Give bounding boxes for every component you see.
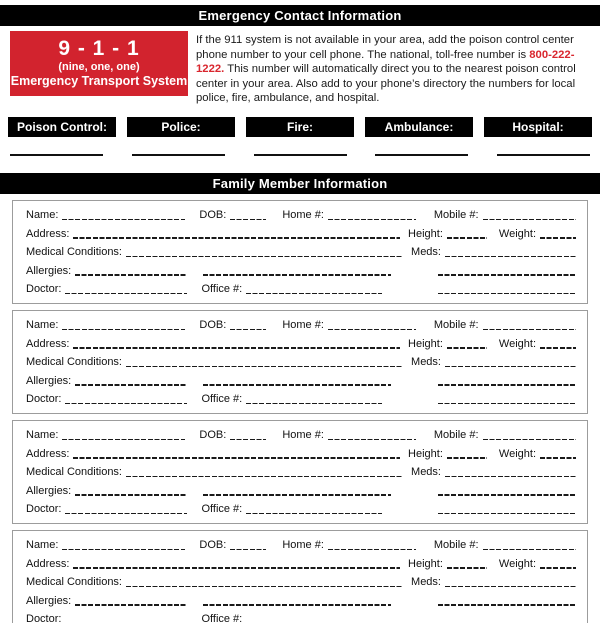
home-phone-label: Home #: [282, 319, 324, 332]
member-row-medical [26, 241, 576, 260]
weight-blank-line [540, 457, 576, 459]
poison-control-blank-line [10, 154, 103, 156]
name-blank-line [62, 329, 185, 331]
mobile-phone-label: Mobile #: [433, 429, 479, 442]
home-phone-label: Home #: [282, 429, 324, 442]
home-phone-label: Home #: [282, 209, 324, 222]
height-blank-line [447, 457, 487, 459]
meds-label: Meds: [411, 466, 441, 479]
mobile-phone-blank-line [483, 549, 576, 551]
allergies-blank-line [75, 604, 187, 606]
address-blank-line [73, 457, 400, 459]
allergies-blank-line [75, 384, 187, 386]
height-label: Height: [408, 227, 443, 240]
office-phone-label: Office #: [201, 503, 243, 516]
member-row-address [26, 442, 576, 461]
meds-blank-line-2 [438, 494, 576, 496]
family-section-bar [0, 173, 600, 194]
member-row-allergies [26, 589, 576, 608]
member-row-medical [26, 461, 576, 480]
medical-conditions-blank-line [126, 256, 403, 258]
meds-blank-line [445, 366, 576, 368]
dob-blank-line [230, 439, 266, 441]
family-members-list [0, 200, 600, 623]
dob-blank-line [230, 549, 266, 551]
member-row-name [26, 204, 576, 223]
member-row-allergies [26, 479, 576, 498]
height-blank-line [447, 237, 487, 239]
doctor-label: Doctor: [26, 393, 62, 406]
name-blank-line [62, 219, 185, 221]
medical-conditions-label: Medical Conditions: [26, 576, 122, 589]
meds-label: Meds: [411, 576, 441, 589]
member-row-name [26, 424, 576, 443]
meds-label: Meds: [411, 246, 441, 259]
paragraph-text-after: This number will automatically direct you to the nearest poison control center in your area. Also add to your phone’s directory the numbers for local police, fire, ambulance, and hospital. [196, 63, 576, 105]
poison-control-phone-number: 800-222-1222. [196, 48, 575, 76]
medical-conditions-blank-line [126, 476, 403, 478]
office-phone-blank-line [246, 513, 382, 515]
allergies-blank-line-2 [203, 604, 391, 606]
fire-blank-line [254, 154, 347, 156]
weight-blank-line [540, 237, 576, 239]
weight-blank-line [540, 567, 576, 569]
ambulance-blank-line [375, 154, 468, 156]
home-phone-blank-line [328, 439, 416, 441]
mobile-phone-label: Mobile #: [433, 319, 479, 332]
name-blank-line [62, 439, 185, 441]
member-row-doctor [26, 498, 576, 517]
meds-blank-line-3 [438, 293, 576, 295]
dob-label: DOB: [199, 429, 227, 442]
allergies-blank-line [75, 274, 187, 276]
mobile-phone-blank-line [483, 219, 576, 221]
doctor-label: Doctor: [26, 613, 62, 623]
paragraph-text-before: If the 911 system is not available in your area, add the poison control center phone number to your cell phone. The national, toll-free number is [196, 34, 574, 61]
page-title: Emergency Contact Information [198, 8, 402, 23]
doctor-blank-line [65, 293, 187, 295]
height-blank-line [447, 567, 487, 569]
emergency-contacts-blanks [10, 154, 590, 156]
dob-blank-line [230, 219, 266, 221]
home-phone-blank-line [328, 549, 416, 551]
member-row-address [26, 552, 576, 571]
hospital-blank-line [497, 154, 590, 156]
home-phone-label: Home #: [282, 539, 324, 552]
family-member-block [12, 310, 588, 415]
allergies-label: Allergies: [26, 374, 72, 387]
medical-conditions-blank-line [126, 366, 403, 368]
family-member-block [12, 420, 588, 525]
medical-conditions-blank-line [126, 586, 403, 588]
meds-blank-line-2 [438, 274, 576, 276]
home-phone-blank-line [328, 329, 416, 331]
height-label: Height: [408, 447, 443, 460]
dob-label: DOB: [199, 209, 227, 222]
member-row-address [26, 332, 576, 351]
member-row-doctor [26, 608, 576, 623]
weight-label: Weight: [498, 447, 536, 460]
allergies-blank-line [75, 494, 187, 496]
nine-one-one-caption: Emergency Transport System [10, 74, 188, 88]
contact-label-ambulance: Ambulance: [365, 117, 473, 137]
family-section-title: Family Member Information [212, 175, 388, 191]
allergies-label: Allergies: [26, 594, 72, 607]
name-label: Name: [26, 429, 59, 442]
contact-label-police: Police: [127, 117, 235, 137]
allergies-label: Allergies: [26, 484, 72, 497]
office-phone-label: Office #: [201, 393, 243, 406]
dob-label: DOB: [199, 539, 227, 552]
contact-label-poison-control: Poison Control: [8, 117, 116, 137]
weight-blank-line [540, 347, 576, 349]
doctor-label: Doctor: [26, 503, 62, 516]
medical-conditions-label: Medical Conditions: [26, 466, 122, 479]
nine-one-one-words: (nine, one, one) [58, 61, 140, 73]
height-label: Height: [408, 557, 443, 570]
allergies-blank-line-2 [203, 384, 391, 386]
office-phone-blank-line [246, 293, 382, 295]
allergies-blank-line-2 [203, 274, 391, 276]
contact-label-hospital: Hospital: [484, 117, 592, 137]
meds-blank-line-3 [438, 513, 576, 515]
name-label: Name: [26, 209, 59, 222]
member-row-allergies [26, 259, 576, 278]
mobile-phone-label: Mobile #: [433, 539, 479, 552]
meds-blank-line [445, 586, 576, 588]
meds-blank-line-2 [438, 604, 576, 606]
meds-blank-line [445, 256, 576, 258]
doctor-label: Doctor: [26, 283, 62, 296]
meds-blank-line [445, 476, 576, 478]
office-phone-label: Office #: [201, 613, 243, 623]
dob-blank-line [230, 329, 266, 331]
home-phone-blank-line [328, 219, 416, 221]
weight-label: Weight: [498, 227, 536, 240]
office-phone-blank-line [246, 403, 382, 405]
member-row-allergies [26, 369, 576, 388]
member-row-medical [26, 571, 576, 590]
member-row-doctor [26, 388, 576, 407]
member-row-doctor [26, 278, 576, 297]
intro-section [0, 26, 600, 106]
member-row-name [26, 534, 576, 553]
name-label: Name: [26, 319, 59, 332]
allergies-label: Allergies: [26, 264, 72, 277]
mobile-phone-label: Mobile #: [433, 209, 479, 222]
meds-blank-line-2 [438, 384, 576, 386]
meds-blank-line-3 [438, 403, 576, 405]
family-member-block [12, 200, 588, 305]
address-blank-line [73, 347, 400, 349]
member-row-address [26, 222, 576, 241]
address-label: Address: [26, 227, 70, 240]
family-member-block [12, 530, 588, 623]
medical-conditions-label: Medical Conditions: [26, 246, 122, 259]
mobile-phone-blank-line [483, 439, 576, 441]
address-label: Address: [26, 447, 70, 460]
name-blank-line [62, 549, 185, 551]
weight-label: Weight: [498, 337, 536, 350]
allergies-blank-line-2 [203, 494, 391, 496]
doctor-blank-line [65, 513, 187, 515]
police-blank-line [132, 154, 225, 156]
office-phone-label: Office #: [201, 283, 243, 296]
medical-conditions-label: Medical Conditions: [26, 356, 122, 369]
member-row-name [26, 314, 576, 333]
address-blank-line [73, 237, 400, 239]
doctor-blank-line [65, 403, 187, 405]
dob-label: DOB: [199, 319, 227, 332]
address-label: Address: [26, 557, 70, 570]
address-label: Address: [26, 337, 70, 350]
name-label: Name: [26, 539, 59, 552]
contact-label-fire: Fire: [246, 117, 354, 137]
emergency-contacts-row [8, 117, 592, 137]
nine-one-one-box [10, 31, 188, 96]
weight-label: Weight: [498, 557, 536, 570]
poison-control-paragraph [196, 33, 590, 106]
nine-one-one-number: 9 - 1 - 1 [58, 37, 140, 60]
meds-label: Meds: [411, 356, 441, 369]
address-blank-line [73, 567, 400, 569]
member-row-medical [26, 351, 576, 370]
mobile-phone-blank-line [483, 329, 576, 331]
height-blank-line [447, 347, 487, 349]
height-label: Height: [408, 337, 443, 350]
header-bar [0, 5, 600, 26]
